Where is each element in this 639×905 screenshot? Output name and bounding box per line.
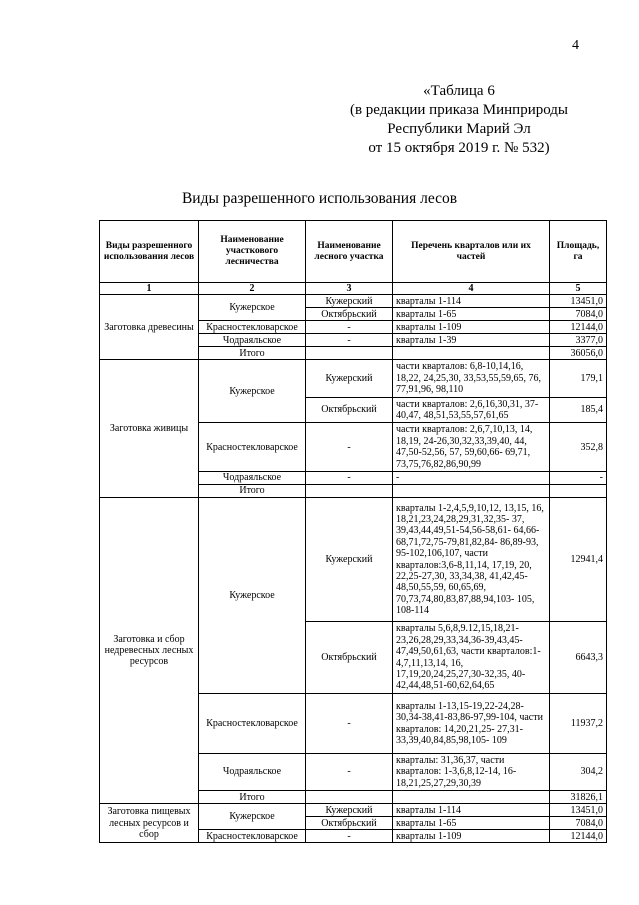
plot-cell: Октябрьский	[306, 308, 393, 321]
area-cell: 12144,0	[550, 830, 607, 843]
quarters-cell: кварталы 1-109	[393, 830, 550, 843]
quarters-cell: части кварталов: 2,6,7,10,13, 14, 18,19, 24-26,30,32,33,39,40, 44, 47,50-52,56, 57, 59,60,66- 69,71, 73,75,76,82,86,90,99	[393, 423, 550, 472]
forestry-cell: Красностекловарское	[199, 694, 306, 754]
quarters-cell: кварталы 1-65	[393, 308, 550, 321]
forestry-cell: Кужерское	[199, 498, 306, 694]
caption-line: от 15 октября 2019 г. № 532)	[368, 140, 550, 156]
table-caption	[339, 82, 579, 158]
column-number: 4	[393, 283, 550, 295]
column-header: Наименование лесного участка	[306, 221, 393, 283]
plot-cell: Кужерский	[306, 498, 393, 622]
plot-cell: -	[306, 754, 393, 791]
plot-cell: -	[306, 830, 393, 843]
document-title: Виды разрешенного использования лесов	[181, 190, 458, 207]
area-cell: 3377,0	[550, 334, 607, 347]
area-cell: 13451,0	[550, 804, 607, 817]
quarters-cell: -	[393, 472, 550, 485]
area-cell: 185,4	[550, 397, 607, 423]
forest-use-table	[99, 220, 607, 843]
area-cell: 7084,0	[550, 817, 607, 830]
total-area	[550, 485, 607, 498]
plot-cell: Октябрьский	[306, 622, 393, 694]
forestry-cell: Чодраяльское	[199, 472, 306, 485]
plot-cell: Кужерский	[306, 295, 393, 308]
area-cell: 7084,0	[550, 308, 607, 321]
quarters-cell: части кварталов: 2,6,16,30,31, 37-40,47, 48,51,53,55,57,61,65	[393, 397, 550, 423]
column-header: Площадь, га	[550, 221, 607, 283]
forestry-cell: Кужерское	[199, 804, 306, 830]
plot-cell: -	[306, 321, 393, 334]
column-number: 3	[306, 283, 393, 295]
plot-cell: Кужерский	[306, 804, 393, 817]
column-number: 5	[550, 283, 607, 295]
caption-line: Республики Марий Эл	[387, 121, 531, 137]
quarters-cell: кварталы 1-65	[393, 817, 550, 830]
plot-cell: -	[306, 694, 393, 754]
forestry-cell: Кужерское	[199, 360, 306, 423]
column-number: 2	[199, 283, 306, 295]
forestry-cell: Красностекловарское	[199, 423, 306, 472]
quarters-cell: части кварталов: 6,8-10,14,16, 18,22, 24,25,30, 33,53,55,59,65, 76, 77,91,96, 98,110	[393, 360, 550, 397]
plot-cell: -	[306, 334, 393, 347]
total-area: 36056,0	[550, 347, 607, 360]
total-label: Итого	[199, 485, 306, 498]
area-cell: 12941,4	[550, 498, 607, 622]
forestry-cell: Красностекловарское	[199, 830, 306, 843]
area-cell: 304,2	[550, 754, 607, 791]
area-cell: -	[550, 472, 607, 485]
forestry-cell: Кужерское	[199, 295, 306, 321]
quarters-cell: кварталы 1-2,4,5,9,10,12, 13,15, 16, 18,21,23,24,28,29,31,32,35- 37, 39,43,44,49,51-54,56-58,61- 64,66-68,71,72,75-79,81,82,84- 86,89-93, 95-102,106,107, части кварталов:3,6-8,11,14, 17,19, 20, 22,25-27,30, 33,34,38, 41,42,45-48,50,55,59, 60,65,69, 70,73,74,80,83,87,88,94,103- 105, 108-114	[393, 498, 550, 622]
quarters-cell: кварталы 1-13,15-19,22-24,28- 30,34-38,41-83,86-97,99-104, части кварталов: 14,20,21,25- 27,31-33,39,40,84,85,98,105- 109	[393, 694, 550, 754]
forestry-cell: Чодраяльское	[199, 754, 306, 791]
use-type-cell: Заготовка древесины	[100, 295, 199, 360]
forestry-cell: Чодраяльское	[199, 334, 306, 347]
plot-cell: -	[306, 423, 393, 472]
plot-cell: -	[306, 472, 393, 485]
area-cell: 11937,2	[550, 694, 607, 754]
plot-cell: Кужерский	[306, 360, 393, 397]
quarters-cell: кварталы 1-109	[393, 321, 550, 334]
column-header: Наименование участкового лесничества	[199, 221, 306, 283]
column-header: Виды разрешенного использования лесов	[100, 221, 199, 283]
plot-cell: Октябрьский	[306, 817, 393, 830]
area-cell: 13451,0	[550, 295, 607, 308]
use-type-cell: Заготовка живицы	[100, 360, 199, 498]
quarters-cell: кварталы 5,6,8,9.12,15,18,21- 23,26,28,29,33,34,36-39,43,45- 47,49,50,61,63, части кварталов:1-4,7,11,13,14, 16, 17,19,20,24,25,27,30-32,35, 40-42,44,48,51-60,62,64,65	[393, 622, 550, 694]
quarters-cell: кварталы: 31,36,37, части кварталов: 1-3,6,8,12-14, 16-18,21,25,27,29,30,39	[393, 754, 550, 791]
plot-cell: Октябрьский	[306, 397, 393, 423]
quarters-cell: кварталы 1-114	[393, 295, 550, 308]
column-number: 1	[100, 283, 199, 295]
area-cell: 179,1	[550, 360, 607, 397]
page-number: 4	[572, 38, 579, 53]
area-cell: 12144,0	[550, 321, 607, 334]
quarters-cell: кварталы 1-39	[393, 334, 550, 347]
area-cell: 6643,3	[550, 622, 607, 694]
total-area: 31826,1	[550, 791, 607, 804]
use-type-cell: Заготовка пищевых лесных ресурсов и сбор	[100, 804, 199, 843]
caption-line: (в редакции приказа Минприроды	[349, 102, 569, 118]
total-label: Итого	[199, 347, 306, 360]
forestry-cell: Красностекловарское	[199, 321, 306, 334]
use-type-cell: Заготовка и сбор недревесных лесных ресурсов	[100, 498, 199, 804]
area-cell: 352,8	[550, 423, 607, 472]
total-label: Итого	[199, 791, 306, 804]
column-header: Перечень кварталов или их частей	[393, 221, 550, 283]
quarters-cell: кварталы 1-114	[393, 804, 550, 817]
caption-line: «Таблица 6	[423, 83, 495, 99]
